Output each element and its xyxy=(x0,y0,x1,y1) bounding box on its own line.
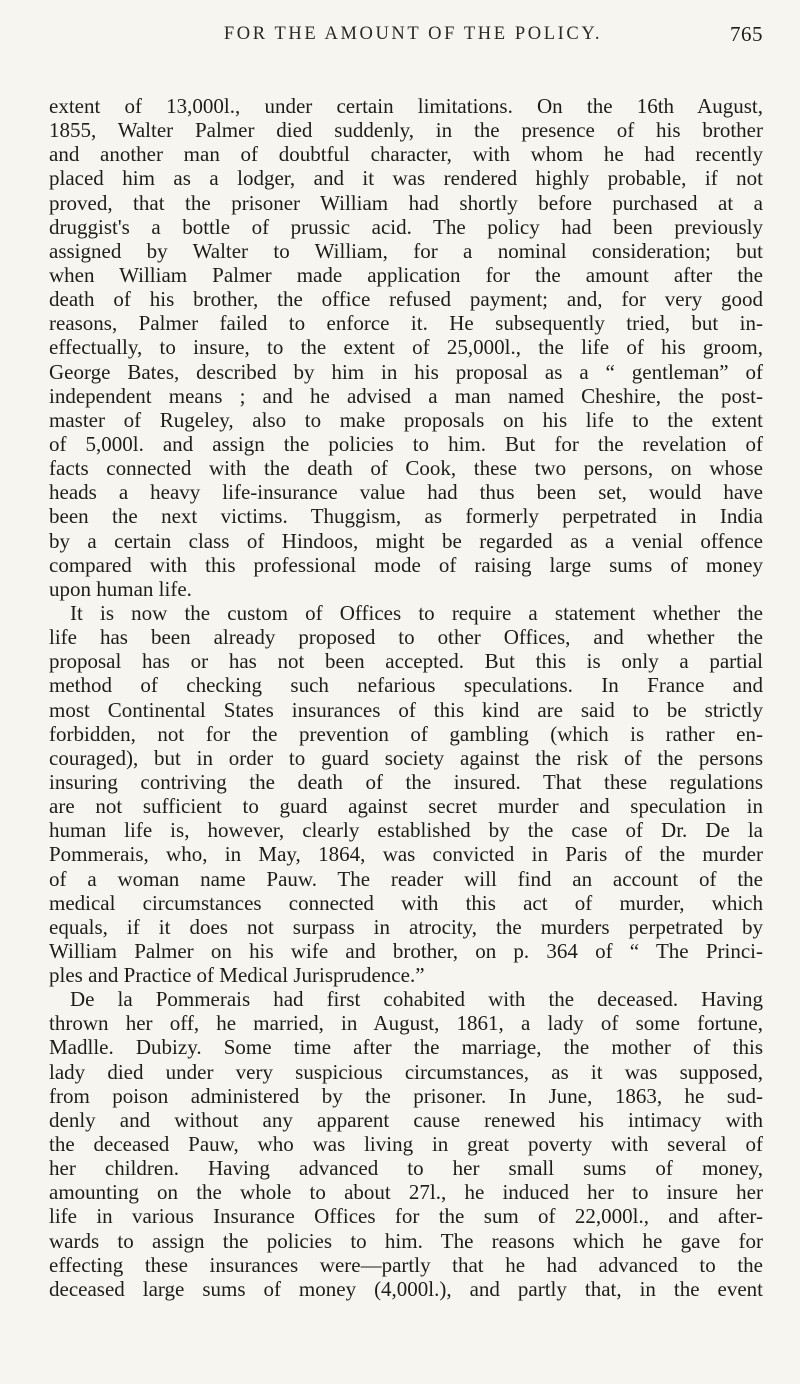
text-line: human life is, however, clearly established by the case of Dr. De la xyxy=(49,818,763,843)
text-line: heads a heavy life-insurance value had thus been set, would have xyxy=(49,480,763,505)
text-line: forbidden, not for the prevention of gambling (which is rather en- xyxy=(49,721,763,746)
text-line: William Palmer on his wife and brother, on p. 364 of “ The Princi- xyxy=(49,938,763,963)
text-line: master of Rugeley, also to make proposals on his life to the extent xyxy=(49,407,763,432)
text-line: couraged), but in order to guard society against the risk of the persons xyxy=(49,745,763,770)
text-line: method of checking such nefarious speculations. In France and xyxy=(49,673,763,698)
text-line: It is now the custom of Offices to require a statement whether the xyxy=(70,600,763,625)
page-header xyxy=(135,24,763,50)
text-line: denly and without any apparent cause renewed his intimacy with xyxy=(49,1107,763,1132)
text-line: wards to assign the policies to him. The reasons which he gave for xyxy=(49,1228,763,1253)
text-line: life has been already proposed to other Offices, and whether the xyxy=(49,625,763,650)
text-line: independent means ; and he advised a man named Cheshire, the post- xyxy=(49,383,763,408)
text-line: assigned by Walter to William, for a nominal consideration; but xyxy=(49,238,763,263)
text-line: compared with this professional mode of raising large sums of money xyxy=(49,552,763,577)
text-line: placed him as a lodger, and it was rendered highly probable, if not xyxy=(49,166,763,191)
text-line: of 5,000l. and assign the policies to him. But for the revelation of xyxy=(49,431,763,456)
text-line: ples and Practice of Medical Jurisprudence.” xyxy=(49,963,425,988)
text-line: are not sufficient to guard against secret murder and speculation in xyxy=(49,794,763,819)
text-line: and another man of doubtful character, with whom he had recently xyxy=(49,142,763,167)
text-line: by a certain class of Hindoos, might be regarded as a venial offence xyxy=(49,528,763,553)
text-line: effecting these insurances were—partly that he had advanced to the xyxy=(49,1252,763,1277)
text-line: deceased large sums of money (4,000l.), and partly that, in the event xyxy=(49,1276,763,1301)
text-line: medical circumstances connected with this act of murder, which xyxy=(49,890,763,915)
text-line: Madlle. Dubizy. Some time after the marriage, the mother of this xyxy=(49,1035,763,1060)
text-line: reasons, Palmer failed to enforce it. He subsequently tried, but in- xyxy=(49,311,763,336)
text-line: upon human life. xyxy=(49,576,192,601)
text-line: death of his brother, the office refused payment; and, for very good xyxy=(49,287,763,312)
text-line: facts connected with the death of Cook, these two persons, on whose xyxy=(49,456,763,481)
text-line: from poison administered by the prisoner. In June, 1863, he sud- xyxy=(49,1083,763,1108)
text-line: proposal has or has not been accepted. But this is only a partial xyxy=(49,649,763,674)
text-line: her children. Having advanced to her small sums of money, xyxy=(49,1156,763,1181)
text-line: life in various Insurance Offices for the sum of 22,000l., and after- xyxy=(49,1204,763,1229)
text-line: effectually, to insure, to the extent of 25,000l., the life of his groom, xyxy=(49,335,763,360)
text-line: insuring contriving the death of the insured. That these regulations xyxy=(49,769,763,794)
text-line: thrown her off, he married, in August, 1861, a lady of some fortune, xyxy=(49,1011,763,1036)
text-line: George Bates, described by him in his proposal as a “ gentleman” of xyxy=(49,359,763,384)
text-line: proved, that the prisoner William had shortly before purchased at a xyxy=(49,190,763,215)
text-line: been the next victims. Thuggism, as formerly perpetrated in India xyxy=(49,504,763,529)
text-line: druggist's a bottle of prussic acid. The policy had been previously xyxy=(49,214,763,239)
running-head: FOR THE AMOUNT OF THE POLICY. xyxy=(223,24,603,44)
body-text xyxy=(49,94,763,1301)
text-line: De la Pommerais had first cohabited with the deceased. Having xyxy=(70,987,763,1012)
text-line: when William Palmer made application for the amount after the xyxy=(49,262,763,287)
text-line: most Continental States insurances of this kind are said to be strictly xyxy=(49,697,763,722)
text-line: the deceased Pauw, who was living in great poverty with several of xyxy=(49,1132,763,1157)
text-line: extent of 13,000l., under certain limitations. On the 16th August, xyxy=(49,94,763,118)
text-line: equals, if it does not surpass in atrocity, the murders perpetrated by xyxy=(49,914,763,939)
text-line: 1855, Walter Palmer died suddenly, in the presence of his brother xyxy=(49,118,763,143)
text-line: lady died under very suspicious circumstances, as it was supposed, xyxy=(49,1059,763,1084)
page-number: 765 xyxy=(730,22,763,46)
text-line: of a woman name Pauw. The reader will find an account of the xyxy=(49,866,763,891)
text-line: Pommerais, who, in May, 1864, was convicted in Paris of the murder xyxy=(49,842,763,867)
text-line: amounting on the whole to about 27l., he induced her to insure her xyxy=(49,1180,763,1205)
